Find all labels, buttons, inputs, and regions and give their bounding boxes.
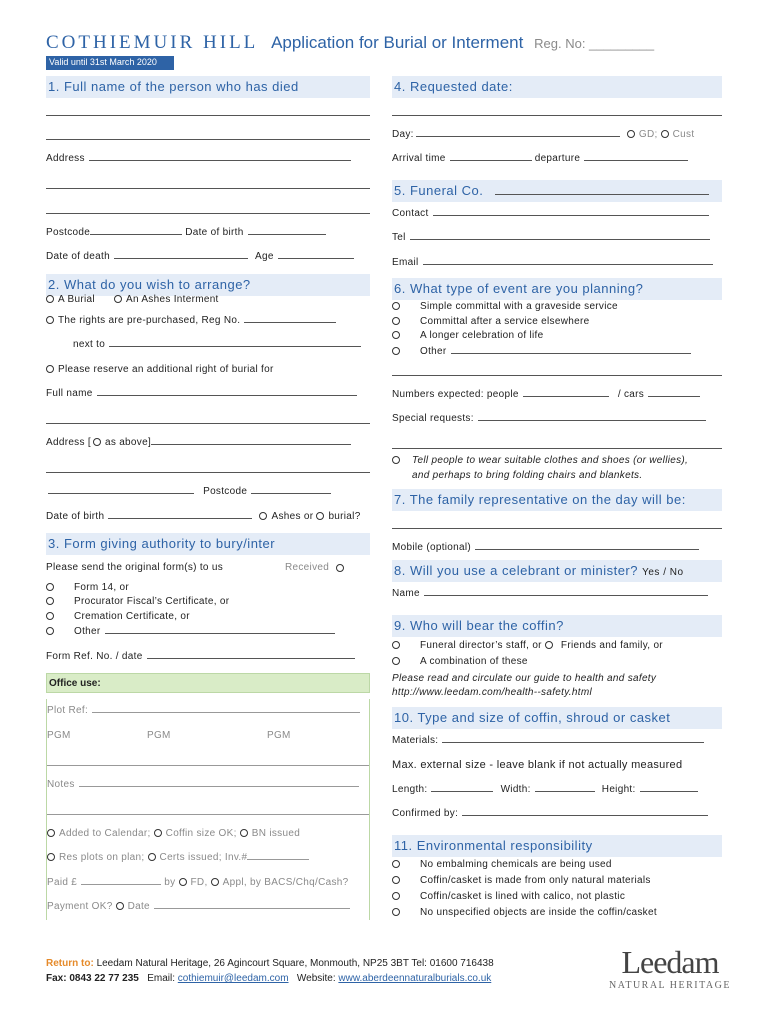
reserve-checkbox[interactable] (46, 365, 54, 373)
section-10-title: 10. Type and size of coffin, shroud or casket (392, 707, 722, 729)
celebrant-name-row[interactable]: Name (392, 582, 722, 607)
special-requests-row[interactable]: Special requests: (392, 407, 722, 432)
leedam-logo: Leedam NATURAL HERITAGE (609, 944, 731, 991)
certs-checkbox[interactable] (148, 853, 156, 861)
coffin-size-checkbox[interactable] (154, 829, 162, 837)
full-name-row[interactable]: Full name (46, 382, 370, 407)
reserve-row: Please reserve an additional right of burial for (46, 358, 370, 383)
form-type-2[interactable]: Cremation Certificate, or (46, 610, 370, 625)
max-size-note: Max. external size - leave blank if not actually measured (392, 759, 683, 771)
tell-people-row-2: and perhaps to bring folding chairs and blankets. (412, 469, 643, 481)
confirmed-row[interactable]: Confirmed by: (392, 802, 722, 827)
combination-checkbox[interactable] (392, 657, 400, 665)
numbers-row[interactable]: Numbers expected: people / cars (392, 383, 722, 408)
event-type-0[interactable]: Simple committal with a graveside service (392, 300, 722, 315)
received-label: Received (285, 562, 330, 573)
env-item-2[interactable]: Coffin/casket is lined with calico, not plastic (392, 889, 722, 905)
rights-checkbox[interactable] (46, 316, 54, 324)
email-row[interactable]: Email (392, 251, 722, 276)
paid-row[interactable]: Paid £ by FD, Appl, by BACS/Chq/Cash? (47, 876, 349, 888)
env-item-3[interactable]: No unspecified objects are inside the coffin/casket (392, 905, 722, 921)
section-6-title: 6. What type of event are you planning? (392, 278, 722, 300)
event-type-3[interactable]: Other (392, 344, 722, 359)
form-header (46, 32, 726, 56)
plot-ref-row[interactable]: Plot Ref: (47, 699, 369, 724)
footer (46, 956, 606, 986)
rights-row[interactable]: The rights are pre-purchased, Reg No. (46, 309, 370, 334)
dimensions-row[interactable]: Length: Width: Height: (392, 778, 722, 803)
form-type-3[interactable]: Other (46, 624, 370, 639)
reserve-postcode-row[interactable]: Postcode (46, 480, 370, 505)
reg-no: Reg. No: _________ (534, 36, 655, 51)
reserve-address-row-2[interactable] (46, 456, 370, 481)
calendar-checkbox[interactable] (47, 829, 55, 837)
section-3-title: 3. Form giving authority to bury/inter (46, 533, 370, 555)
requested-date-line[interactable] (392, 98, 722, 123)
form-type-list (46, 581, 370, 639)
full-name-row-2[interactable] (46, 407, 370, 432)
cust-checkbox[interactable] (661, 130, 669, 138)
event-type-list (392, 300, 722, 358)
reserve-dob-row[interactable]: Date of birth Ashes or burial? (46, 510, 361, 522)
section-4-title: 4. Requested date: (392, 76, 722, 98)
materials-row[interactable]: Materials: (392, 729, 722, 754)
payment-row[interactable]: Payment OK? Date (47, 895, 369, 920)
website-link[interactable]: www.aberdeennaturalburials.co.uk (338, 973, 492, 984)
name-field-1[interactable] (46, 98, 370, 123)
section-8-title: 8. Will you use a celebrant or minister? Yes / No (392, 560, 722, 582)
brand-title: COTHIEMUIR HILL (46, 32, 259, 53)
address-line-3[interactable] (46, 196, 370, 221)
contact-row[interactable]: Contact (392, 202, 722, 227)
section-11-title: 11. Environmental responsibility (392, 835, 722, 857)
resplots-row: Res plots on plan; Certs issued; Inv.# (47, 846, 369, 871)
mobile-row[interactable]: Mobile (optional) (392, 536, 722, 561)
health-safety-note: Please read and circulate our guide to health and safety (392, 672, 657, 684)
section-9-title: 9. Who will bear the coffin? (392, 615, 722, 637)
tell-checkbox[interactable] (392, 456, 400, 464)
return-line: Return to: Leedam Natural Heritage, 26 Agincourt Square, Monmouth, NP25 3BT Tel: 01600 716438 (46, 958, 494, 969)
section-2-title: 2. What do you wish to arrange? (46, 274, 370, 296)
section-5-title: 5. Funeral Co. (392, 180, 722, 202)
section-7-title: 7. The family representative on the day will be: (392, 489, 722, 511)
valid-until-badge: Valid until 31st March 2020 (46, 56, 174, 70)
ashes-or-checkbox[interactable] (259, 512, 267, 520)
env-item-1[interactable]: Coffin/casket is made from only natural materials (392, 873, 722, 889)
email-link[interactable]: cothiemuir@leedam.com (177, 973, 289, 984)
ashes-checkbox[interactable] (114, 295, 122, 303)
name-field-2[interactable] (46, 123, 370, 148)
contact-line: Fax: 0843 22 77 235 Email: cothiemuir@leedam.com Website: www.aberdeennaturalburials.co.uk (46, 973, 492, 984)
fd-staff-checkbox[interactable] (392, 641, 400, 649)
family-checkbox[interactable] (545, 641, 553, 649)
address-field[interactable]: Address (46, 147, 370, 172)
bearer-row-2: A combination of these (392, 655, 722, 670)
section-1-title: 1. Full name of the person who has died (46, 76, 370, 98)
appl-checkbox[interactable] (211, 878, 219, 886)
right-column (392, 76, 722, 921)
form-ref-row[interactable]: Form Ref. No. / date (46, 645, 370, 670)
left-column (46, 76, 370, 920)
payment-checkbox[interactable] (116, 902, 124, 910)
resplots-checkbox[interactable] (47, 853, 55, 861)
reserve-address-row[interactable]: Address [ as above] (46, 431, 370, 456)
form-type-0[interactable]: Form 14, or (46, 581, 370, 596)
burial-checkbox[interactable] (46, 295, 54, 303)
special-requests-line[interactable] (392, 432, 722, 457)
as-above-checkbox[interactable] (93, 438, 101, 446)
address-line-2[interactable] (46, 172, 370, 197)
rep-name-line[interactable] (392, 511, 722, 536)
next-to-row[interactable]: next to (46, 333, 370, 358)
gd-checkbox[interactable] (627, 130, 635, 138)
postcode-dob-row[interactable]: Postcode Date of birth (46, 221, 370, 246)
day-row[interactable]: Day: GD; Cust (392, 128, 695, 140)
tel-row[interactable]: Tel (392, 226, 722, 251)
event-other-line[interactable] (392, 358, 722, 383)
send-row: Please send the original form(s) to us Received (46, 556, 370, 581)
dod-age-row[interactable]: Date of death Age (46, 245, 370, 270)
pgm-line[interactable] (47, 748, 369, 773)
health-safety-link[interactable]: http://www.leedam.com/health--safety.html (392, 687, 592, 698)
form-type-1[interactable]: Procurator Fiscal’s Certificate, or (46, 595, 370, 610)
env-list (392, 857, 722, 921)
arrival-row[interactable]: Arrival time departure (392, 147, 722, 172)
event-type-1[interactable]: Committal after a service elsewhere (392, 315, 722, 330)
bearer-row-1: Funeral director’s staff, or Friends and family, or (392, 639, 722, 654)
pgm-row: PGM PGM PGM (47, 729, 291, 741)
bn-issued-checkbox[interactable] (240, 829, 248, 837)
tell-people-row: Tell people to wear suitable clothes and shoes (or wellies), (392, 454, 722, 469)
fd-checkbox[interactable] (179, 878, 187, 886)
arrange-options: A Burial An Ashes Interment (46, 293, 370, 309)
office-use-box (46, 699, 370, 920)
burial-q-checkbox[interactable] (316, 512, 324, 520)
form-title: Application for Burial or Interment (271, 33, 524, 52)
received-checkbox[interactable] (336, 564, 344, 572)
notes-line-2[interactable] (47, 797, 369, 822)
office-use-title: Office use: (46, 673, 370, 693)
notes-row[interactable]: Notes (47, 773, 369, 798)
calendar-row: Added to Calendar; Coffin size OK; BN issued (47, 822, 369, 847)
env-item-0[interactable]: No embalming chemicals are being used (392, 857, 722, 873)
event-type-2[interactable]: A longer celebration of life (392, 329, 722, 344)
